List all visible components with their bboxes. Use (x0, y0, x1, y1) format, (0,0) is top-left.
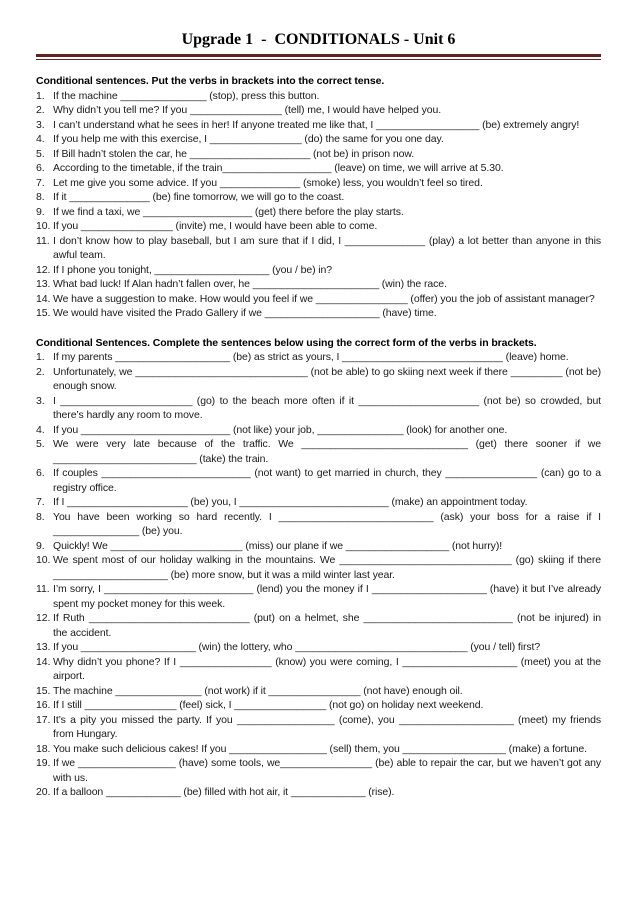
exercise-item (36, 277, 601, 292)
item-sentence: According to the timetable, if the train___________________ (leave) on time, we will arrive at 5.30. (53, 162, 504, 174)
item-sentence: If you ____________________ (win) the lottery, who ______________________________ (you / tell) first? (53, 641, 541, 653)
item-number: 18. (36, 742, 51, 755)
item-sentence: If Bill hadn’t stolen the car, he _____________________ (not be) in prison now. (53, 147, 415, 160)
exercise-item (36, 437, 601, 466)
exercise-item (36, 582, 601, 611)
exercise-item (36, 205, 601, 220)
item-sentence: It’s a pity you missed the party. If you _________________ (come), you ____________________ (meet) my friends from Hungary. (53, 713, 601, 740)
item-sentence: We were very late because of the traffic. We _____________________________ (get) there sooner if we _________________________ (take) the train. (53, 438, 601, 465)
exercise-item (36, 684, 601, 699)
item-number: 8. (36, 191, 45, 203)
item-sentence: If a balloon _____________ (be) filled with hot air, it _____________ (rise). (53, 786, 395, 798)
item-sentence: I can’t understand what he sees in her! If anyone treated me like that, I __________________ (be) extremely angry! (53, 118, 580, 131)
exercise-list (36, 350, 601, 800)
item-sentence: Why didn’t you tell me? If you ________________ (tell) me, I would have helped you. (53, 104, 442, 116)
exercise-item (36, 147, 601, 162)
item-number: 14. (36, 655, 51, 668)
item-sentence: If the machine _______________ (stop), press this button. (53, 89, 320, 102)
exercise-item (36, 611, 601, 640)
item-number: 6. (36, 162, 45, 174)
item-number: 15. (36, 684, 51, 697)
item-number: 14. (36, 292, 51, 305)
item-number: 10. (36, 554, 51, 566)
section-heading: Conditional Sentences. Complete the sentences below using the correct form of the verbs in brackets. (36, 336, 537, 349)
item-sentence: Let me give you some advice. If you ______________ (smoke) less, you wouldn’t feel so tired. (53, 176, 483, 189)
exercise-item (36, 89, 601, 104)
item-sentence: We have a suggestion to make. How would you feel if we ________________ (offer) you the job of assistant manager? (53, 292, 595, 305)
exercise-item (36, 176, 601, 191)
item-sentence: You make such delicious cakes! If you _________________ (sell) them, you __________________ (make) a fortune. (53, 742, 587, 755)
exercise-item (36, 423, 601, 438)
item-number: 12. (36, 263, 51, 276)
section-put-verbs-in-tense (36, 74, 601, 321)
item-number: 11. (36, 234, 50, 247)
exercise-item (36, 161, 601, 176)
item-number: 2. (36, 104, 45, 116)
item-sentence: If you help me with this exercise, I ________________ (do) the same for you one day. (53, 133, 444, 145)
exercise-item (36, 394, 601, 423)
item-number: 1. (36, 351, 45, 363)
item-sentence: I _______________________ (go) to the beach more often if it _____________________ (not be) so crowded, but there’s hardly any room to move. (53, 394, 601, 421)
exercise-item (36, 190, 601, 205)
item-number: 9. (36, 205, 45, 218)
item-sentence: If you __________________________ (not like) your job, _______________ (look) for another one. (53, 423, 508, 436)
item-sentence: If we _________________ (have) some tools, we________________ (be) able to repair the car, but we haven’t got any with us. (53, 757, 601, 784)
item-number: 20. (36, 786, 51, 798)
item-sentence: If we find a taxi, we ___________________ (get) there before the play starts. (53, 205, 404, 218)
item-sentence: If you ________________ (invite) me, I would have been able to come. (53, 220, 378, 232)
exercise-item (36, 510, 601, 539)
item-number: 5. (36, 438, 45, 450)
item-number: 2. (36, 365, 45, 378)
item-number: 5. (36, 147, 45, 160)
item-number: 3. (36, 118, 45, 131)
item-sentence: I don’t know how to play baseball, but I am sure that if I did, I ______________ (play) a lot better than anyone in this awful team. (53, 234, 601, 261)
item-number: 16. (36, 699, 51, 711)
item-sentence: If I still ________________ (feel) sick, I ________________ (not go) on holiday next weekend. (53, 699, 484, 711)
section-complete-sentences (36, 336, 601, 800)
item-number: 12. (36, 612, 51, 624)
item-sentence: If couples __________________________ (not want) to get married in church, they ________________ (can) go to a registry office. (53, 467, 601, 494)
item-sentence: Quickly! We _______________________ (miss) our plane if we __________________ (not hurry)! (53, 539, 503, 552)
item-number: 17. (36, 713, 51, 726)
item-number: 13. (36, 641, 51, 653)
exercise-item (36, 640, 601, 655)
item-number: 9. (36, 539, 45, 552)
exercise-item (36, 219, 601, 234)
exercise-item (36, 466, 601, 495)
exercise-item (36, 103, 601, 118)
item-sentence: What bad luck! If Alan hadn’t fallen over, he ______________________ (win) the race. (53, 278, 447, 290)
item-number: 7. (36, 496, 45, 508)
exercise-item (36, 234, 601, 263)
exercise-item (36, 742, 601, 757)
item-sentence: If it ______________ (be) fine tomorrow, we will go to the coast. (53, 191, 345, 203)
item-number: 6. (36, 467, 45, 479)
item-sentence: We spent most of our holiday walking in the mountains. We ______________________________ (go) skiing if there ____________________ (be) more snow, but it was a mild winter last year. (53, 554, 601, 581)
item-sentence: You have been working so hard recently. I ___________________________ (ask) your boss for a raise if I _______________ (be) you. (53, 510, 601, 537)
title-divider-rule (36, 54, 601, 60)
item-sentence: I’m sorry, I __________________________ (lend) you the money if I ____________________ (have) it but I’ve already spent my pocket money for this week. (53, 583, 601, 610)
exercise-item (36, 539, 601, 554)
exercise-item (36, 655, 601, 684)
item-number: 1. (36, 89, 45, 102)
item-sentence: Unfortunately, we ______________________________ (not be able) to go skiing next week if there _________ (not be) enough snow. (53, 365, 601, 392)
item-number: 11. (36, 583, 50, 595)
item-number: 15. (36, 307, 51, 319)
exercise-item (36, 553, 601, 582)
item-number: 10. (36, 220, 51, 232)
item-sentence: If Ruth ____________________________ (put) on a helmet, she __________________________ (not be injured) in the accident. (53, 612, 601, 639)
item-number: 13. (36, 278, 51, 290)
item-sentence: Why didn’t you phone? If I ________________ (know) you were coming, I ____________________ (meet) you at the airport. (53, 655, 601, 682)
item-sentence: If I _____________________ (be) you, I __________________________ (make) an appointment today. (53, 496, 528, 508)
exercise-item (36, 785, 601, 800)
exercise-item (36, 306, 601, 321)
exercise-item (36, 263, 601, 278)
exercise-list (36, 89, 601, 321)
exercise-item (36, 118, 601, 133)
item-sentence: If my parents ____________________ (be) as strict as yours, I ____________________________ (leave) home. (53, 351, 569, 363)
exercise-item (36, 292, 601, 307)
item-number: 8. (36, 510, 45, 523)
exercise-item (36, 495, 601, 510)
exercise-item (36, 698, 601, 713)
item-number: 4. (36, 423, 45, 436)
item-sentence: If I phone you tonight, ____________________ (you / be) in? (53, 263, 333, 276)
item-sentence: The machine _______________ (not work) if it ________________ (not have) enough oil. (53, 684, 463, 697)
item-number: 3. (36, 394, 45, 407)
item-number: 19. (36, 757, 51, 769)
item-sentence: We would have visited the Prado Gallery if we ____________________ (have) time. (53, 307, 437, 319)
item-number: 7. (36, 176, 45, 189)
section-heading: Conditional sentences. Put the verbs in brackets into the correct tense. (36, 75, 385, 87)
exercise-item (36, 132, 601, 147)
exercise-item (36, 365, 601, 394)
item-number: 4. (36, 133, 45, 145)
exercise-item (36, 756, 601, 785)
exercise-item (36, 713, 601, 742)
exercise-item (36, 350, 601, 365)
page-title: Upgrade 1 - CONDITIONALS - Unit 6 (181, 31, 456, 48)
